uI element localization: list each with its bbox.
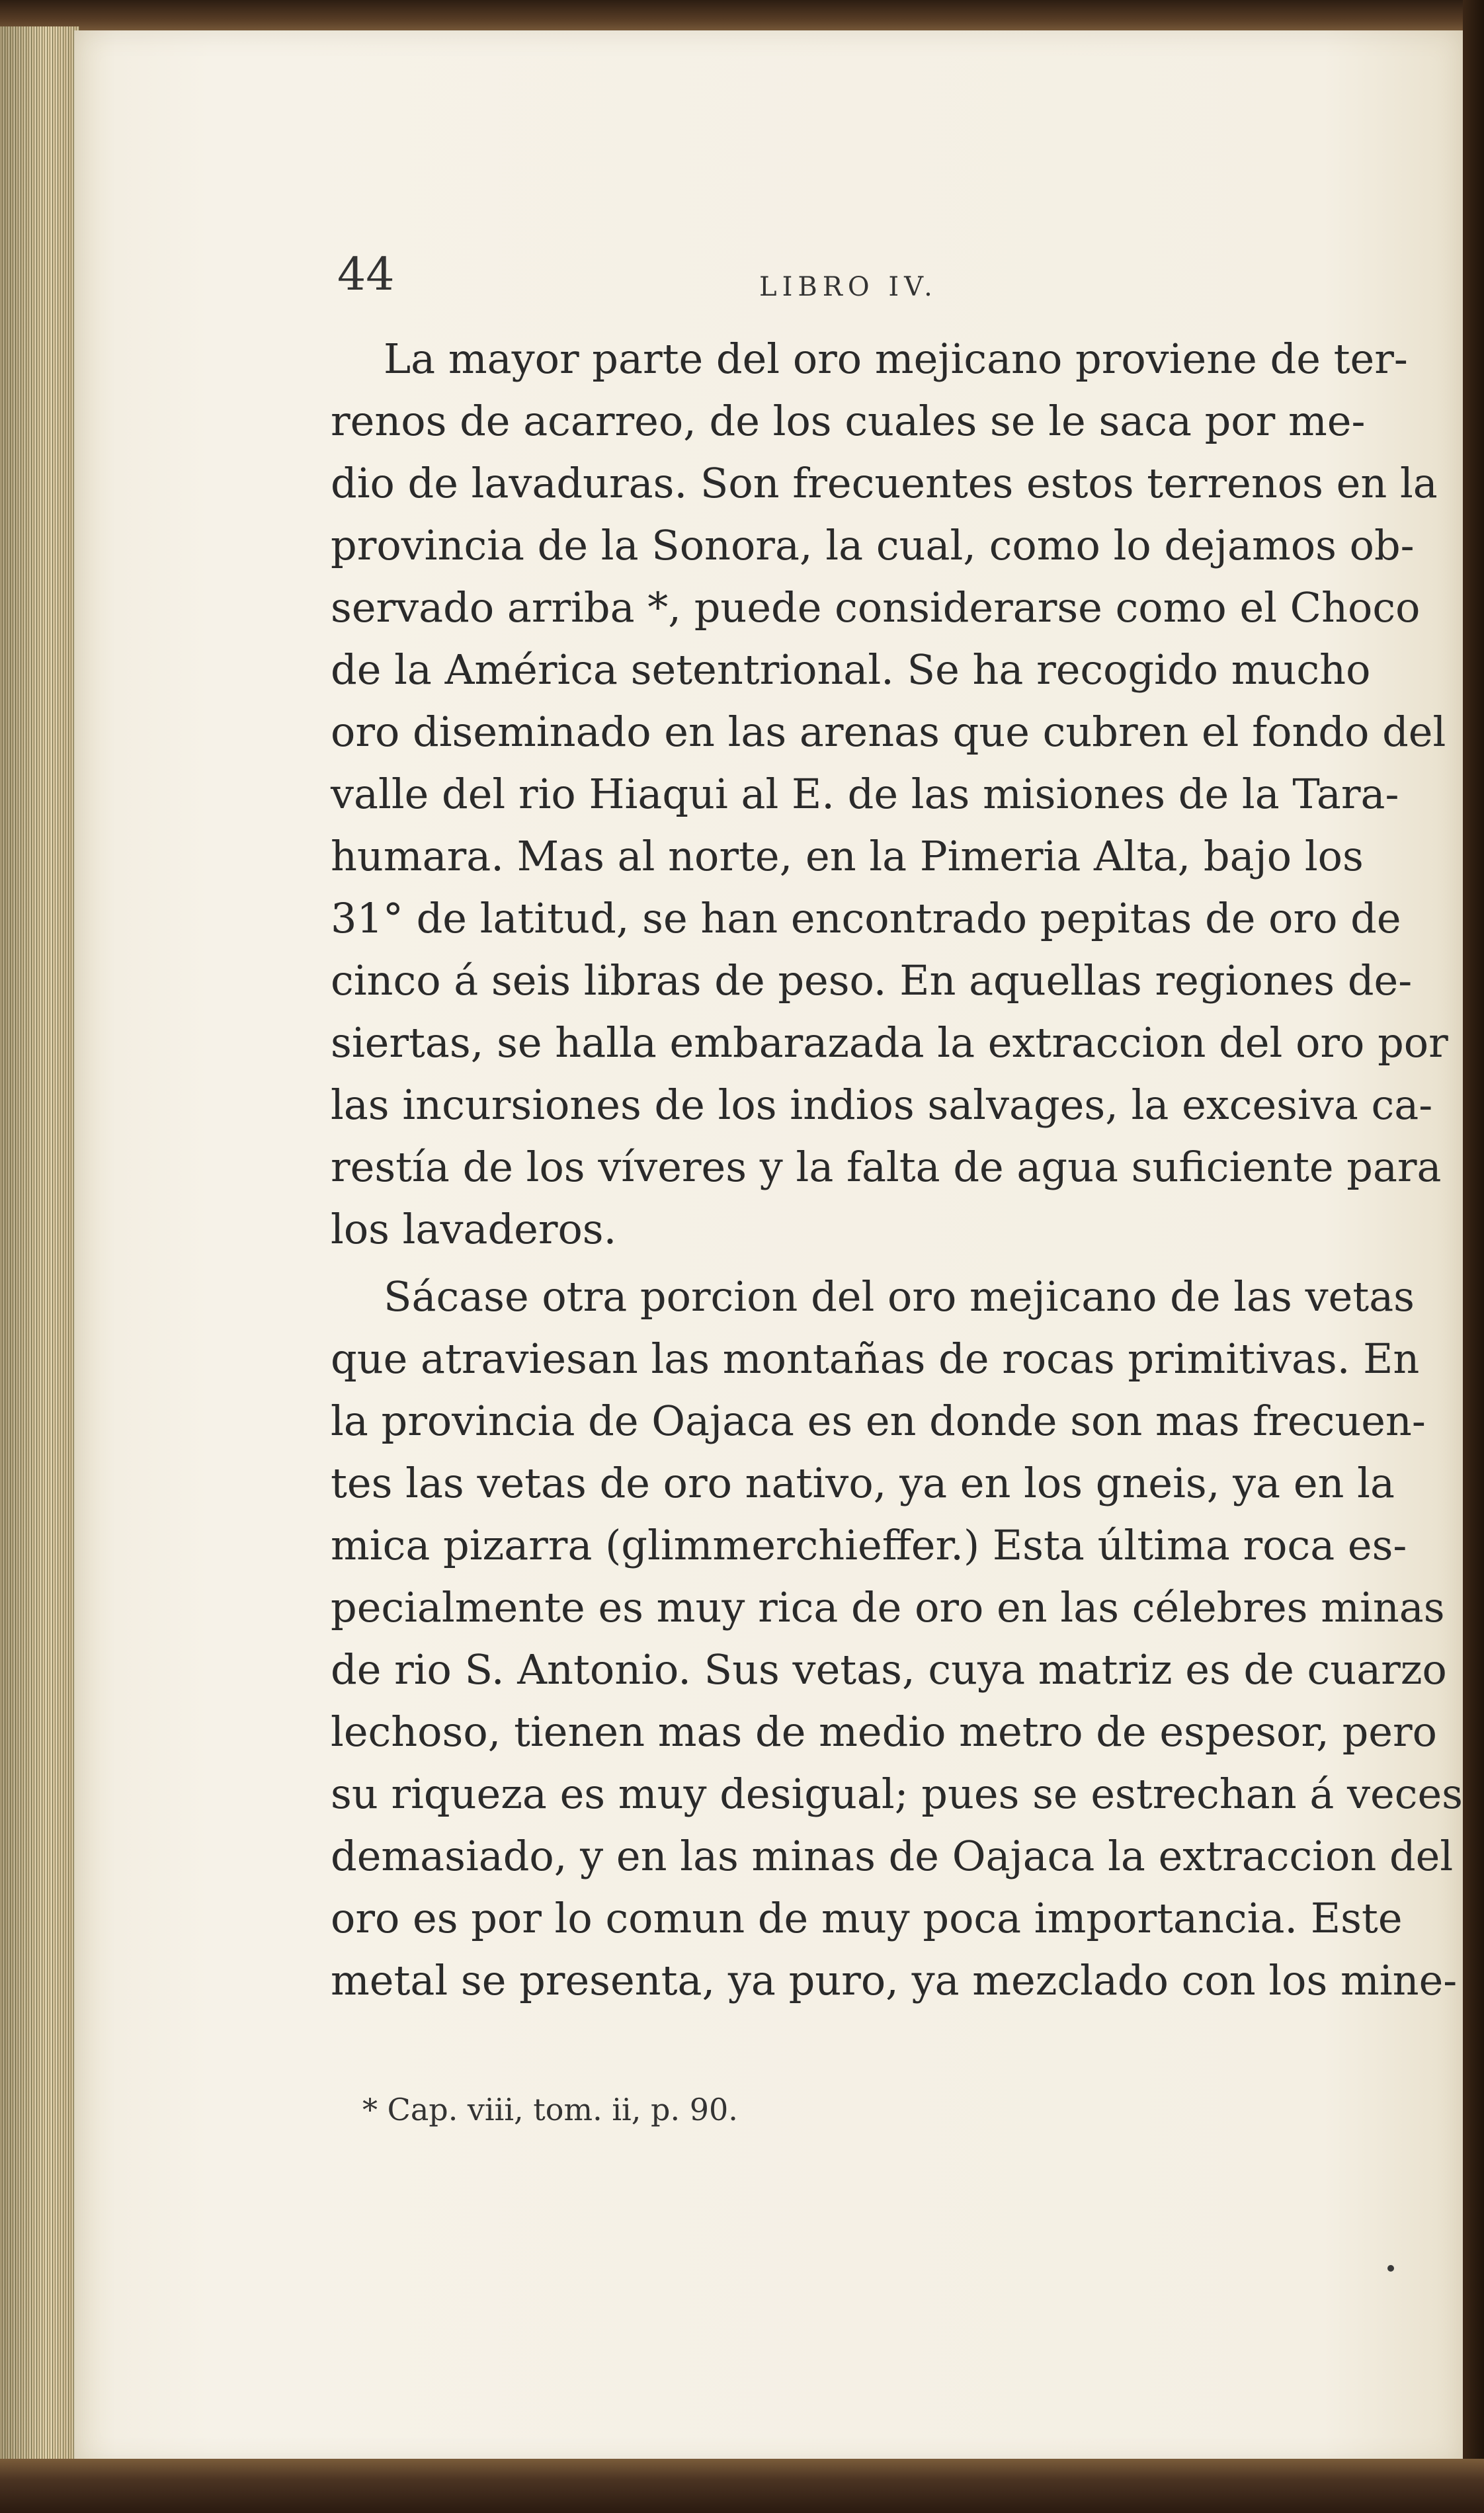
text-line: humara. Mas al norte, en la Pimeria Alta, bajo los: [331, 832, 1364, 880]
running-head: LIBRO IV.: [759, 272, 938, 302]
text-line: que atraviesan las montañas de rocas primitivas. En: [331, 1335, 1420, 1383]
text-line: metal se presenta, ya puro, ya mezclado con los mine-: [331, 1956, 1458, 2004]
text-line: 31° de latitud, se han encontrado pepitas de oro de: [331, 894, 1401, 942]
text-line: de rio S. Antonio. Sus vetas, cuya matriz es de cuarzo: [331, 1645, 1447, 1694]
text-line: La mayor parte del oro mejicano proviene de ter-: [384, 335, 1408, 383]
text-line: restía de los víveres y la falta de agua suficiente para: [331, 1143, 1442, 1191]
text-line: tes las vetas de oro nativo, ya en los gneis, ya en la: [331, 1459, 1395, 1507]
text-line: mica pizarra (glimmerchieffer.) Esta última roca es-: [331, 1521, 1407, 1569]
footnote: * Cap. viii, tom. ii, p. 90.: [362, 2092, 738, 2127]
text-line: demasiado, y en las minas de Oajaca la extraccion del: [331, 1832, 1454, 1880]
text-line: renos de acarreo, de los cuales se le saca por me-: [331, 397, 1366, 445]
text-line: valle del rio Hiaqui al E. de las misiones de la Tara-: [331, 770, 1399, 818]
book-bottom-edge: [0, 2459, 1484, 2513]
page-stack-shadow: [0, 26, 79, 2473]
text-line: oro diseminado en las arenas que cubren el fondo del: [331, 708, 1446, 756]
text-line: cinco á seis libras de peso. En aquellas regiones de-: [331, 956, 1413, 1005]
page-number: 44: [337, 249, 395, 301]
text-line: Sácase otra porcion del oro mejicano de las vetas: [384, 1272, 1415, 1321]
text-line: siertas, se halla embarazada la extraccion del oro por: [331, 1018, 1448, 1067]
paper-speck: [1387, 2265, 1394, 2272]
text-line: provincia de la Sonora, la cual, como lo dejamos ob-: [331, 521, 1415, 569]
text-line: su riqueza es muy desigual; pues se estrechan á veces: [331, 1770, 1463, 1818]
text-line: oro es por lo comun de muy poca importancia. Este: [331, 1894, 1403, 1942]
text-line: la provincia de Oajaca es en donde son mas frecuen-: [331, 1397, 1426, 1445]
text-line: pecialmente es muy rica de oro en las célebres minas: [331, 1583, 1445, 1631]
text-line: dio de lavaduras. Son frecuentes estos terrenos en la: [331, 459, 1438, 507]
text-line: servado arriba *, puede considerarse como el Choco: [331, 583, 1421, 632]
text-line: de la América setentrional. Se ha recogido mucho: [331, 645, 1371, 694]
book-right-edge: [1463, 0, 1484, 2513]
text-line: los lavaderos.: [331, 1205, 617, 1253]
text-line: lechoso, tienen mas de medio metro de espesor, pero: [331, 1708, 1437, 1756]
text-line: las incursiones de los indios salvages, la excesiva ca-: [331, 1081, 1433, 1129]
